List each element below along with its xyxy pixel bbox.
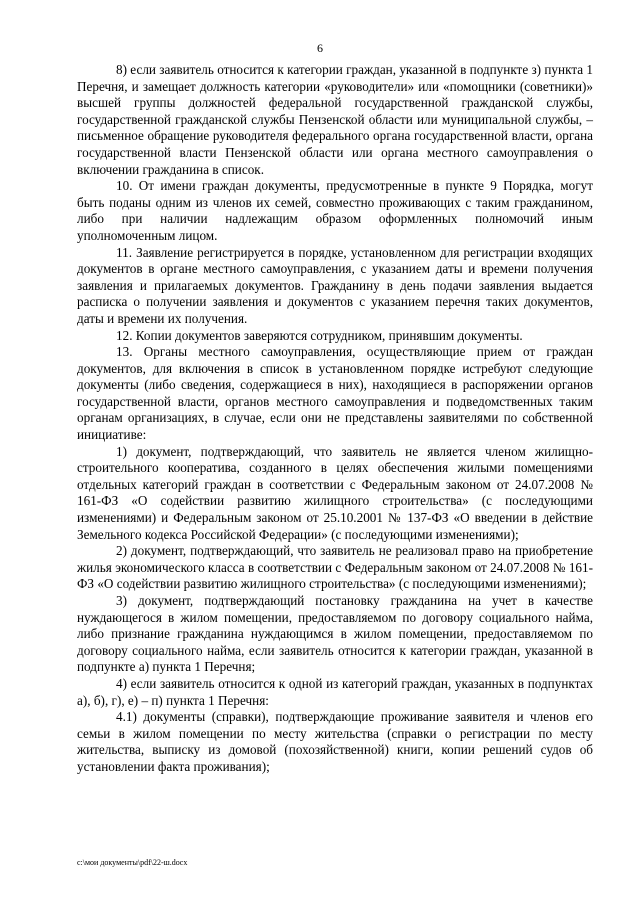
paragraph-13-item-4: 4) если заявитель относится к одной из категорий граждан, указанных в подпунктах а), б), г), е) – п) пункта 1 Перечня: <box>77 675 593 708</box>
paragraph-13-item-1: 1) документ, подтверждающий, что заявитель не является членом жилищно-строительного кооператива, созданного в целях обеспечения жилыми помещениями отдельных категорий граждан в соответствии с Федеральным законом от 24.07.2008 № 161-ФЗ «О содействии развитию жилищного строительства» (с последующими изменениями) и Федеральным законом от 25.10.2001 № 137-ФЗ «О введении в действие Земельного кодекса Российской Федерации» (с последующими изменениями); <box>77 443 593 542</box>
page-number: 6 <box>317 41 323 55</box>
paragraph-13: 13. Органы местного самоуправления, осуществляющие прием от граждан документов, для включения в список в установленном порядке истребуют следующие документы (либо сведения, содержащиеся в них), находящиеся в распоряжении органов государственной власти, органов местного самоуправления и подведомственных таким органам организациях, в случае, если они не представлены заявителями по собственной инициативе: <box>77 344 593 443</box>
paragraph-13-item-4-1: 4.1) документы (справки), подтверждающие проживание заявителя и членов его семьи в жилом помещении по месту жительства (справки о регистрации по месту жительства, выписку из домовой (похозяйственной) книги, копии решений судов об установлении факта проживания); <box>77 709 593 774</box>
footer-file-path: c:\мои документы\pdf\22-ш.docx <box>77 858 188 867</box>
paragraph-11: 11. Заявление регистрируется в порядке, установленном для регистрации входящих документов в органе местного самоуправления, с указанием даты и времени получения заявления и прилагаемых документов. Гражданину в день подачи заявления выдается расписка о получении заявления и документов с указанием перечня таких документов, даты и времени их получения. <box>77 244 593 326</box>
paragraph-12: 12. Копии документов заверяются сотрудником, принявшим документы. <box>116 327 523 343</box>
paragraph-13-item-3: 3) документ, подтверждающий постановку гражданина на учет в качестве нуждающегося в жилом помещении, предоставляемом по договору социального найма, либо признание гражданина нуждающимся в жилом помещении, предоставляемом по договору социального найма, если заявитель относится к категории граждан, указанной в подпункте а) пункта 1 Перечня; <box>77 593 593 675</box>
paragraph-item-8: 8) если заявитель относится к категории граждан, указанной в подпункте з) пункта 1 Перечня, и замещает должность категории «руководители» или «помощники (советники)» высшей группы должностей федеральной государственной гражданской службы, государственной гражданской службы Пензенской области или муниципальной службы, – письменное обращение руководителя федерального органа государственной власти, органа государственной власти Пензенской области или органа местного самоуправления о включении гражданина в список. <box>77 62 593 177</box>
paragraph-13-item-2: 2) документ, подтверждающий, что заявитель не реализовал право на приобретение жилья экономического класса в соответствии с Федеральным законом от 24.07.2008 № 161-ФЗ «О содействии развитию жилищного строительства» (с последующими изменениями); <box>77 543 593 592</box>
paragraph-10: 10. От имени граждан документы, предусмотренные в пункте 9 Порядка, могут быть поданы одним из членов их семей, совместно проживающих с таким гражданином, либо при наличии надлежащим образом оформленных полномочий иным уполномоченным лицом. <box>77 178 593 243</box>
document-body <box>77 62 593 776</box>
